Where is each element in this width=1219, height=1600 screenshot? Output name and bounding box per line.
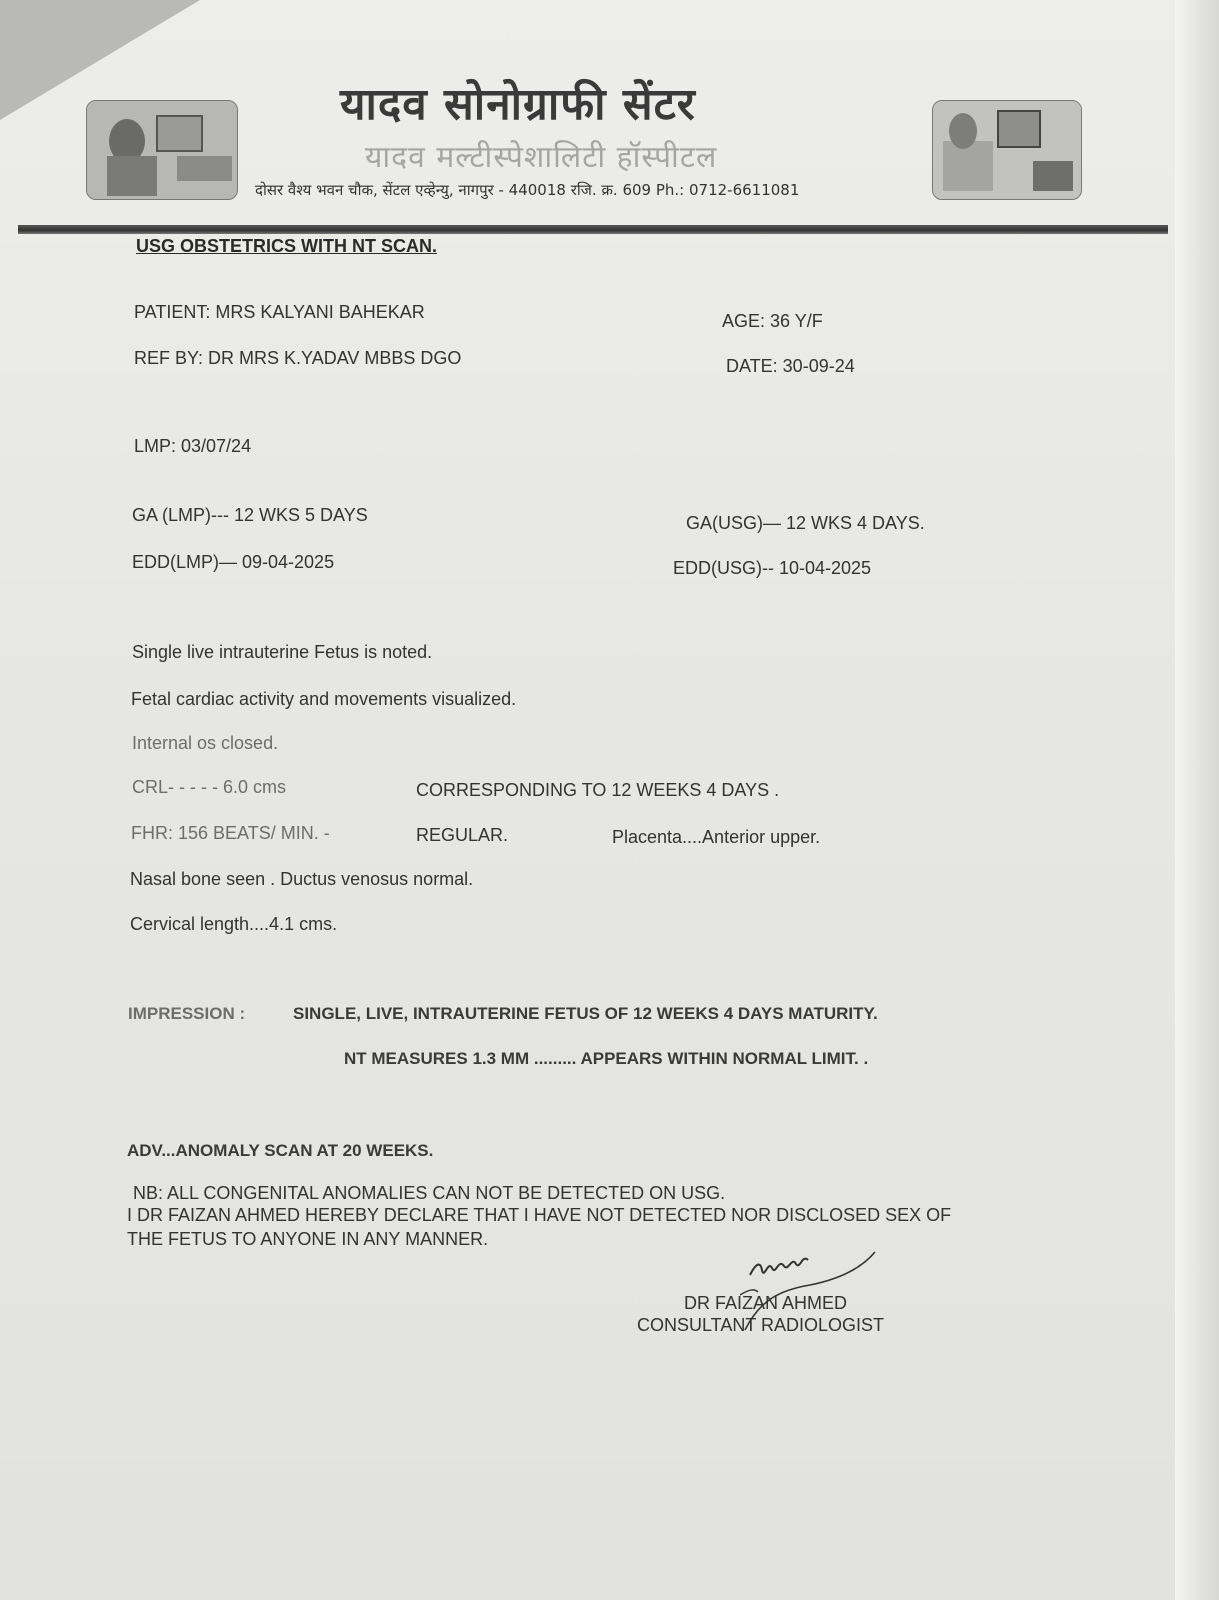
- finding-fhr-regular: REGULAR.: [416, 825, 509, 845]
- note-declaration-2: THE FETUS TO ANYONE IN ANY MANNER.: [127, 1229, 489, 1249]
- ga-lmp: GA (LMP)--- 12 WKS 5 DAYS: [132, 505, 368, 525]
- edd-usg: EDD(USG)-- 10-04-2025: [673, 558, 872, 578]
- signatory-name: DR FAIZAN AHMED: [684, 1293, 848, 1313]
- report-date: DATE: 30-09-24: [726, 356, 855, 376]
- patient-age: AGE: 36 Y/F: [722, 311, 823, 331]
- finding-cardiac: Fetal cardiac activity and movements visualized.: [131, 689, 517, 709]
- finding-placenta: Placenta....Anterior upper.: [612, 827, 821, 847]
- hospital-subtitle: यादव मल्टीस्पेशालिटी हॉस्पीटल: [365, 140, 718, 175]
- finding-fetus: Single live intrauterine Fetus is noted.: [132, 642, 433, 662]
- page-edge: [1175, 0, 1219, 1600]
- finding-fhr: FHR: 156 BEATS/ MIN. -: [131, 823, 330, 843]
- note-nb: NB: ALL CONGENITAL ANOMALIES CAN NOT BE DETECTED ON USG.: [133, 1183, 726, 1203]
- finding-crl: CRL- - - - - 6.0 cms: [132, 777, 287, 797]
- edd-lmp: EDD(LMP)— 09-04-2025: [132, 552, 335, 572]
- lmp: LMP: 03/07/24: [134, 436, 252, 456]
- signatory-title: CONSULTANT RADIOLOGIST: [637, 1315, 885, 1335]
- center-address: दोसर वैश्य भवन चौक, सेंटल एव्हेन्यु, नागपुर - 440018 रजि. क्र. 609 Ph.: 0712-6611081: [255, 181, 800, 199]
- finding-nasal-bone: Nasal bone seen . Ductus venosus normal.: [130, 869, 474, 889]
- patient-name: PATIENT: MRS KALYANI BAHEKAR: [134, 302, 425, 322]
- report-heading: USG OBSTETRICS WITH NT SCAN.: [136, 236, 437, 256]
- advice: ADV...ANOMALY SCAN AT 20 WEEKS.: [127, 1141, 434, 1160]
- impression-label: IMPRESSION :: [128, 1004, 246, 1023]
- header-divider: [18, 225, 1168, 234]
- finding-crl-corresponding: CORRESPONDING TO 12 WEEKS 4 DAYS .: [416, 780, 780, 800]
- impression-line-1: SINGLE, LIVE, INTRAUTERINE FETUS OF 12 WEEKS 4 DAYS MATURITY.: [293, 1004, 878, 1023]
- center-title: यादव सोनोग्राफी सेंटर: [340, 79, 696, 130]
- referred-by: REF BY: DR MRS K.YADAV MBBS DGO: [134, 348, 462, 368]
- note-declaration-1: I DR FAIZAN AHMED HEREBY DECLARE THAT I HAVE NOT DETECTED NOR DISCLOSED SEX OF: [127, 1205, 952, 1225]
- impression-line-2: NT MEASURES 1.3 MM ......... APPEARS WITHIN NORMAL LIMIT. .: [344, 1049, 869, 1068]
- header-photo-left: [86, 100, 238, 200]
- finding-internal-os: Internal os closed.: [132, 733, 279, 753]
- finding-cervical-length: Cervical length....4.1 cms.: [130, 914, 338, 934]
- ga-usg: GA(USG)— 12 WKS 4 DAYS.: [686, 513, 925, 533]
- header-photo-right: [932, 100, 1082, 200]
